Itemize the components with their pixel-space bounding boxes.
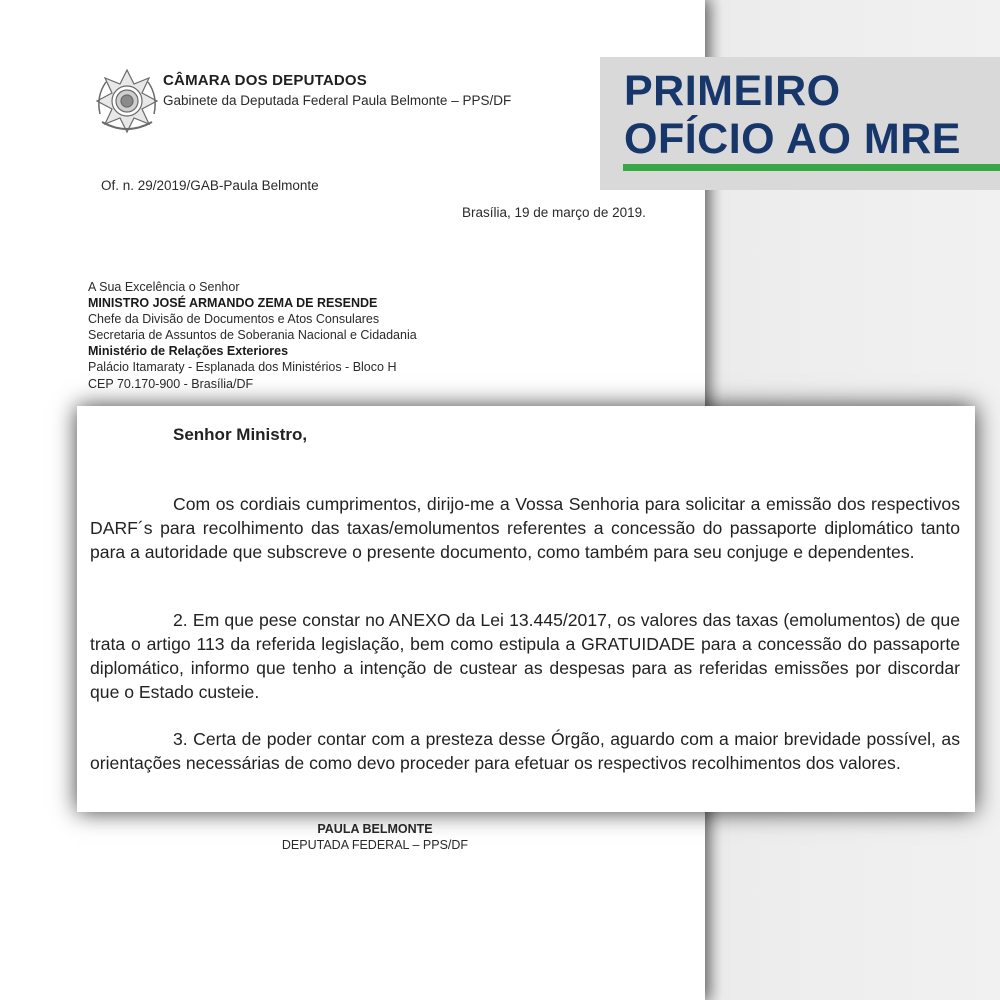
headline-line-1: PRIMEIRO [624,67,841,115]
salutation: Senhor Ministro, [173,425,308,444]
signature-block [270,822,480,852]
paragraph-3: 3. Certa de poder contar com a presteza desse Órgão, aguardo com a maior brevidade possível, as orientações necessárias de como devo proceder para efetuar os respectivos recolhimentos dos valores. [90,729,960,773]
addressee-name: MINISTRO JOSÉ ARMANDO ZEMA DE RESENDE [88,296,378,311]
brazil-coat-of-arms-icon [92,66,162,136]
signature-role: DEPUTADA FEDERAL – PPS/DF [281,838,469,852]
addressee-block [88,279,417,392]
addressee-line: A Sua Excelência o Senhor [88,280,240,294]
addressee-line: Chefe da Divisão de Documentos e Atos Consulares [88,312,380,327]
signature-name: PAULA BELMONTE [317,822,433,836]
letter-excerpt-card [77,406,975,812]
letter-reference-number: Of. n. 29/2019/GAB-Paula Belmonte [101,178,319,193]
addressee-line: Palácio Itamaraty - Esplanada dos Ministérios - Bloco H [88,360,397,375]
addressee-line: Secretaria de Assuntos de Soberania Nacional e Cidadania [88,328,417,343]
addressee-line: CEP 70.170-900 - Brasília/DF [88,376,254,391]
letter-header-title: CÂMARA DOS DEPUTADOS [163,72,368,89]
addressee-ministry: Ministério de Relações Exteriores [88,344,289,359]
headline-line-2: OFÍCIO AO MRE [624,115,961,163]
letter-header-subtitle: Gabinete da Deputada Federal Paula Belmonte – PPS/DF [163,93,512,108]
letter-date: Brasília, 19 de março de 2019. [462,205,646,220]
paragraph-1: Com os cordiais cumprimentos, dirijo-me a Vossa Senhoria para solicitar a emissão dos respectivos DARF´s para recolhimento das taxas/emolumentos referentes a concessão do passaporte diplomático tanto para a autoridade que subscreve o presente documento, como também para seu conjuge e dependentes. [90,494,960,562]
headline-accent-bar [623,164,1000,171]
paragraph-2: 2. Em que pese constar no ANEXO da Lei 13.445/2017, os valores das taxas (emolumentos) de que trata o artigo 113 da referida legislação, bem como estipula a GRATUIDADE para a concessão do passaporte diplomático, informo que tenho a intenção de custear as despesas para as referidas emissões por discordar que o Estado custeie. [90,610,960,702]
